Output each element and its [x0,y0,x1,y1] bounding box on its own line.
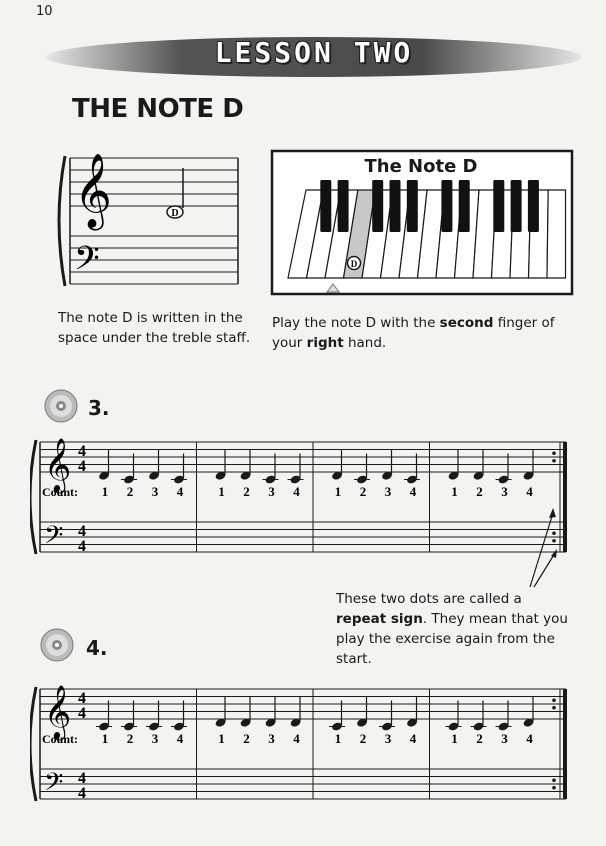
bass-clef-icon: 𝄢 [44,769,64,802]
count-number: 3 [151,731,159,746]
svg-text:D: D [350,259,358,269]
black-key [407,180,418,232]
black-key [459,180,470,232]
keyboard-title: The Note D [364,156,478,177]
quarter-note-c [171,701,187,732]
quarter-note-c [496,701,512,732]
page-number: 10 [36,4,53,19]
count-label: Count: [42,485,79,499]
quarter-note-c [329,701,345,732]
repeat-dot [552,706,556,710]
count-number: 2 [243,484,250,499]
brace [30,687,36,801]
final-bar [563,689,567,799]
repeat-arrows [520,505,560,595]
quarter-note-d [265,697,277,728]
count-number: 1 [101,731,109,746]
time-signature-bottom: 4 [78,458,86,475]
exercise-4-number: 4. [86,636,108,660]
count-number: 4 [526,484,533,499]
quarter-note-c [446,701,462,732]
quarter-note-c [121,701,137,732]
quarter-note-c [121,454,137,485]
exercise-3-system [30,430,576,560]
count-number: 1 [334,484,342,499]
black-key [511,180,522,232]
black-key [390,180,401,232]
quarter-note-d [356,697,368,728]
time-signature-top: 4 [78,523,86,540]
count-number: 4 [293,731,300,746]
quarter-note-d [448,450,460,481]
time-signature-top: 4 [78,690,86,707]
black-key [441,180,452,232]
cd-audio-icon[interactable] [44,389,78,423]
white-key [547,190,566,278]
black-key [528,180,539,232]
count-number: 2 [359,731,367,746]
repeat-dot [552,459,556,463]
exercise-3-number: 3. [88,396,110,420]
time-signature-bottom: 4 [78,538,86,555]
lesson-title: LESSON TWO [214,36,414,69]
repeat-sign-caption: These two dots are called a repeat sign. They mean that you play the exercise again from the start. [336,591,568,667]
quarter-note-c [146,701,162,732]
repeat-dot [552,451,556,455]
quarter-note-d [98,450,110,481]
count-number: 2 [126,731,134,746]
count-number: 3 [501,484,508,499]
time-signature-top: 4 [78,770,86,787]
exercise-4-system [30,677,576,807]
time-signature-top: 4 [78,443,86,460]
count-number: 4 [176,484,184,499]
count-number: 2 [476,731,483,746]
count-number: 4 [409,731,417,746]
staff-caption: The note D is written in the space under the treble staff. [58,310,251,346]
count-number: 1 [451,731,458,746]
count-number: 2 [476,484,483,499]
quarter-note-c [496,454,512,485]
quarter-note-d [523,697,535,728]
count-number: 1 [334,731,342,746]
treble-clef-icon: 𝄞 [74,155,112,226]
quarter-note-c [404,454,420,485]
quarter-note-c [171,454,187,485]
count-number: 3 [268,731,275,746]
count-number: 3 [268,484,275,499]
keyboard-caption: Play the note D with the second finger of your right hand. [272,315,555,351]
count-number: 1 [101,484,109,499]
quarter-note-d [406,697,418,728]
brace [59,156,65,286]
quarter-note-d [215,450,227,481]
count-number: 4 [293,484,300,499]
final-bar [563,442,567,552]
black-key [338,180,349,232]
count-number: 1 [218,484,225,499]
quarter-note-d [473,450,485,481]
brace [30,440,36,554]
count-number: 4 [409,484,417,499]
quarter-note-c [288,454,304,485]
count-number: 3 [151,484,159,499]
quarter-note-d [331,450,343,481]
black-key [320,180,331,232]
count-number: 3 [384,731,392,746]
time-signature-bottom: 4 [78,785,86,802]
repeat-dot [552,778,556,782]
quarter-note-d [148,450,160,481]
count-number: 4 [526,731,533,746]
quarter-note-d [290,697,302,728]
black-key [493,180,504,232]
note-d-staff-diagram [48,140,248,296]
repeat-dot [552,698,556,702]
quarter-note-d [215,697,227,728]
count-number: 2 [359,484,367,499]
quarter-note-c [96,701,112,732]
cd-audio-icon[interactable] [40,628,74,662]
count-number: 3 [384,484,392,499]
svg-text:D: D [171,208,179,219]
quarter-note-c [354,454,370,485]
time-signature-bottom: 4 [78,705,86,722]
count-number: 2 [243,731,250,746]
quarter-note-d [240,450,252,481]
count-number: 3 [501,731,508,746]
count-number: 4 [176,731,184,746]
quarter-note-d [523,450,535,481]
quarter-note-c [379,701,395,732]
count-number: 1 [218,731,225,746]
quarter-note-d [240,697,252,728]
quarter-note-c [471,701,487,732]
d-key-marker [348,257,361,270]
quarter-note-c [263,454,279,485]
quarter-note-d [381,450,393,481]
repeat-dot [552,786,556,790]
section-heading: THE NOTE D [72,94,244,124]
bass-clef-icon: 𝄢 [74,240,100,285]
bass-clef-icon: 𝄢 [44,522,64,555]
black-key [372,180,383,232]
count-number: 2 [126,484,134,499]
treble-clef-icon: 𝄞 [44,686,72,737]
treble-clef-icon: 𝄞 [44,439,72,490]
count-number: 1 [451,484,458,499]
count-label: Count: [42,732,79,746]
